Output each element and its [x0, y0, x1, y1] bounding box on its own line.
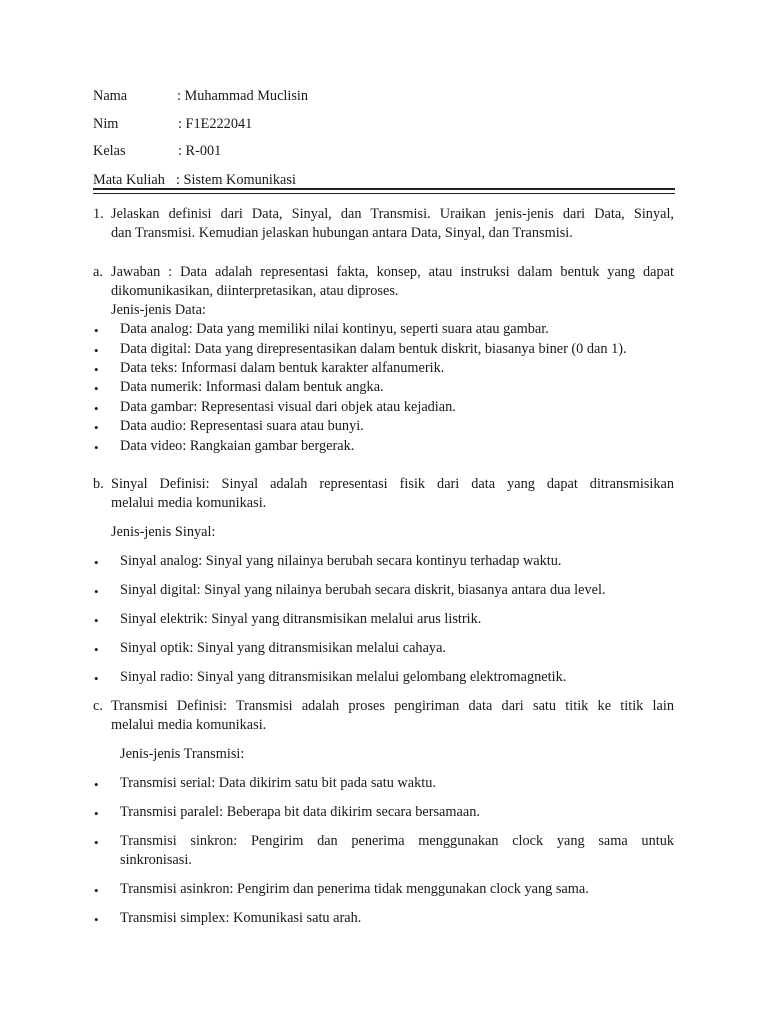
section-a-line-1: Jawaban : Data adalah representasi fakta, konsep, atau instruksi dalam bentuk yang dapat [111, 264, 674, 280]
list-item: Sinyal analog: Sinyal yang nilainya berubah secara kontinyu terhadap waktu. [120, 553, 562, 569]
bullet-icon: • [94, 883, 99, 898]
bullet-icon: • [94, 343, 99, 358]
matkul-label: Mata Kuliah [93, 172, 165, 188]
kelas-label: Kelas [93, 143, 126, 159]
nama-value: : Muhammad Muclisin [177, 88, 309, 104]
list-item: Data teks: Informasi dalam bentuk karakter alfanumerik. [120, 360, 445, 376]
list-item: Transmisi asinkron: Pengirim dan penerima tidak menggunakan clock yang sama. [120, 881, 589, 897]
header-divider-thin [93, 193, 675, 194]
section-a-marker: a. [93, 264, 103, 280]
nama-label: Nama [93, 88, 128, 104]
section-b-line-1: Sinyal Definisi: Sinyal adalah representasi fisik dari data yang dapat ditransmisikan [111, 476, 674, 492]
bullet-icon: • [94, 642, 99, 657]
list-item: Data numerik: Informasi dalam bentuk angka. [120, 379, 384, 395]
question-line-2: dan Transmisi. Kemudian jelaskan hubungan antara Data, Sinyal, dan Transmisi. [111, 225, 573, 241]
matkul-value: : Sistem Komunikasi [176, 172, 296, 188]
list-item: Sinyal digital: Sinyal yang nilainya berubah secara diskrit, biasanya antara dua level. [120, 582, 606, 598]
list-item: Data digital: Data yang direpresentasikan dalam bentuk diskrit, biasanya biner (0 dan 1). [120, 341, 627, 357]
section-c-subheading: Jenis-jenis Transmisi: [120, 746, 245, 762]
bullet-icon: • [94, 613, 99, 628]
list-item: Transmisi paralel: Beberapa bit data dikirim secara bersamaan. [120, 804, 480, 820]
section-a-line-2: dikomunikasikan, diinterpretasikan, atau diproses. [111, 283, 399, 299]
list-item: Data video: Rangkaian gambar bergerak. [120, 438, 355, 454]
bullet-icon: • [94, 835, 99, 850]
section-b-subheading: Jenis-jenis Sinyal: [111, 524, 216, 540]
list-item: Transmisi simplex: Komunikasi satu arah. [120, 910, 362, 926]
kelas-value: : R-001 [178, 143, 222, 159]
bullet-icon: • [94, 420, 99, 435]
bullet-icon: • [94, 912, 99, 927]
section-b-line-2: melalui media komunikasi. [111, 495, 267, 511]
nim-value: : F1E222041 [178, 116, 253, 132]
list-item: Sinyal radio: Sinyal yang ditransmisikan melalui gelombang elektromagnetik. [120, 669, 567, 685]
bullet-icon: • [94, 381, 99, 396]
bullet-icon: • [94, 401, 99, 416]
bullet-icon: • [94, 806, 99, 821]
header-divider-thick [93, 188, 675, 190]
nim-label: Nim [93, 116, 119, 132]
list-item: Sinyal elektrik: Sinyal yang ditransmisikan melalui arus listrik. [120, 611, 482, 627]
list-item: Data gambar: Representasi visual dari objek atau kejadian. [120, 399, 456, 415]
section-a-subheading: Jenis-jenis Data: [111, 302, 206, 318]
bullet-icon: • [94, 777, 99, 792]
section-c-line-1: Transmisi Definisi: Transmisi adalah proses pengiriman data dari satu titik ke titik lain [111, 698, 674, 714]
question-number: 1. [93, 206, 104, 222]
section-c-marker: c. [93, 698, 103, 714]
list-item: Transmisi sinkron: Pengirim dan penerima menggunakan clock yang sama untuk [120, 833, 674, 849]
list-item: Sinyal optik: Sinyal yang ditransmisikan melalui cahaya. [120, 640, 446, 656]
bullet-icon: • [94, 555, 99, 570]
bullet-icon: • [94, 362, 99, 377]
list-item: Data analog: Data yang memiliki nilai kontinyu, seperti suara atau gambar. [120, 321, 549, 337]
section-c-line-2: melalui media komunikasi. [111, 717, 267, 733]
bullet-icon: • [94, 584, 99, 599]
question-line-1: Jelaskan definisi dari Data, Sinyal, dan Transmisi. Uraikan jenis-jenis dari Data, Sinyal, [111, 206, 674, 222]
bullet-icon: • [94, 671, 99, 686]
section-b-marker: b. [93, 476, 104, 492]
bullet-icon: • [94, 440, 99, 455]
list-item-continuation: sinkronisasi. [120, 852, 192, 868]
list-item: Data audio: Representasi suara atau bunyi. [120, 418, 364, 434]
bullet-icon: • [94, 323, 99, 338]
list-item: Transmisi serial: Data dikirim satu bit pada satu waktu. [120, 775, 436, 791]
